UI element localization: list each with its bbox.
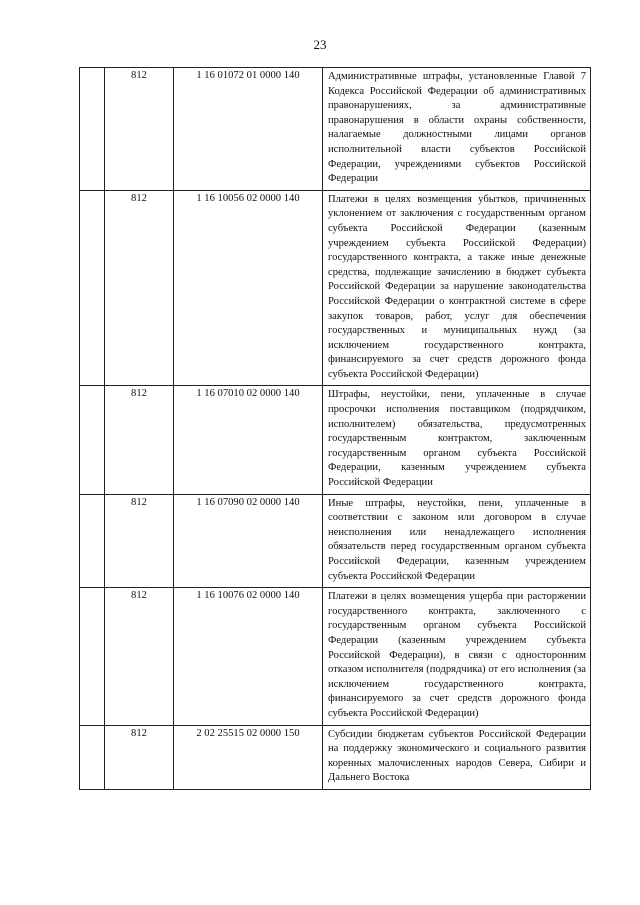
table-row [80,190,591,386]
kbk-code-cell: 1 16 07090 02 0000 140 [174,494,323,588]
revenue-codes-table [79,67,591,790]
empty-cell [80,494,105,588]
description-cell: Административные штрафы, установленные Главой 7 Кодекса Российской Федерации об административных правонарушениях, за административные правонарушения в области охраны собственности, налагаемые должностными лицами органов исполнительной власти субъектов Российской Федерации, учреждениями субъектов Российской Федерации [323,68,591,191]
empty-cell [80,386,105,494]
kbk-code-cell: 1 16 01072 01 0000 140 [174,68,323,191]
table-row [80,386,591,494]
empty-cell [80,190,105,386]
kbk-code-cell: 1 16 07010 02 0000 140 [174,386,323,494]
table-row [80,494,591,588]
empty-cell [80,725,105,789]
description-cell: Штрафы, неустойки, пени, уплаченные в случае просрочки исполнения поставщиком (подрядчиком, исполнителем) обязательства, предусмотренных государственным контрактом, заключенным государственным органом субъекта Российской Федерации, казенным учреждением субъекта Российской Федерации [323,386,591,494]
description-cell: Субсидии бюджетам субъектов Российской Федерации на поддержку экономического и социального развития коренных малочисленных народов Севера, Сибири и Дальнего Востока [323,725,591,789]
admin-code-cell: 812 [105,68,174,191]
kbk-code-cell: 1 16 10076 02 0000 140 [174,588,323,725]
empty-cell [80,68,105,191]
table-row [80,725,591,789]
empty-cell [80,588,105,725]
kbk-code-cell: 1 16 10056 02 0000 140 [174,190,323,386]
admin-code-cell: 812 [105,386,174,494]
kbk-code-cell: 2 02 25515 02 0000 150 [174,725,323,789]
admin-code-cell: 812 [105,494,174,588]
admin-code-cell: 812 [105,190,174,386]
description-cell: Платежи в целях возмещения убытков, причиненных уклонением от заключения с государственным органом субъекта Российской Федерации (казенным учреждением субъекта Российской Федерации) государственного контракта, а также иные денежные средства, подлежащие зачислению в бюджет субъекта Российской Федерации за нарушение законодательства Российской Федерации о контрактной системе в сфере закупок товаров, работ, услуг для обеспечения государственных и муниципальных нужд (за исключением государственного контракта, финансируемого за счет средств дорожного фонда субъекта Российской Федерации) [323,190,591,386]
page-number: 23 [313,37,327,52]
description-cell: Платежи в целях возмещения ущерба при расторжении государственного контракта, заключенного с государственным органом субъекта Российской Федерации (казенным учреждением субъекта Российской Федерации), в связи с односторонним отказом исполнителя (подрядчика) от его исполнения (за исключением государственного контракта, финансируемого за счет средств дорожного фонда субъекта Российской Федерации) [323,588,591,725]
admin-code-cell: 812 [105,725,174,789]
table-row [80,68,591,191]
admin-code-cell: 812 [105,588,174,725]
table-row [80,588,591,725]
description-cell: Иные штрафы, неустойки, пени, уплаченные в соответствии с законом или договором в случае неисполнения или ненадлежащего исполнения обязательств перед государственным органом субъекта Российской Федерации, казенным учреждением субъекта Российской Федерации [323,494,591,588]
